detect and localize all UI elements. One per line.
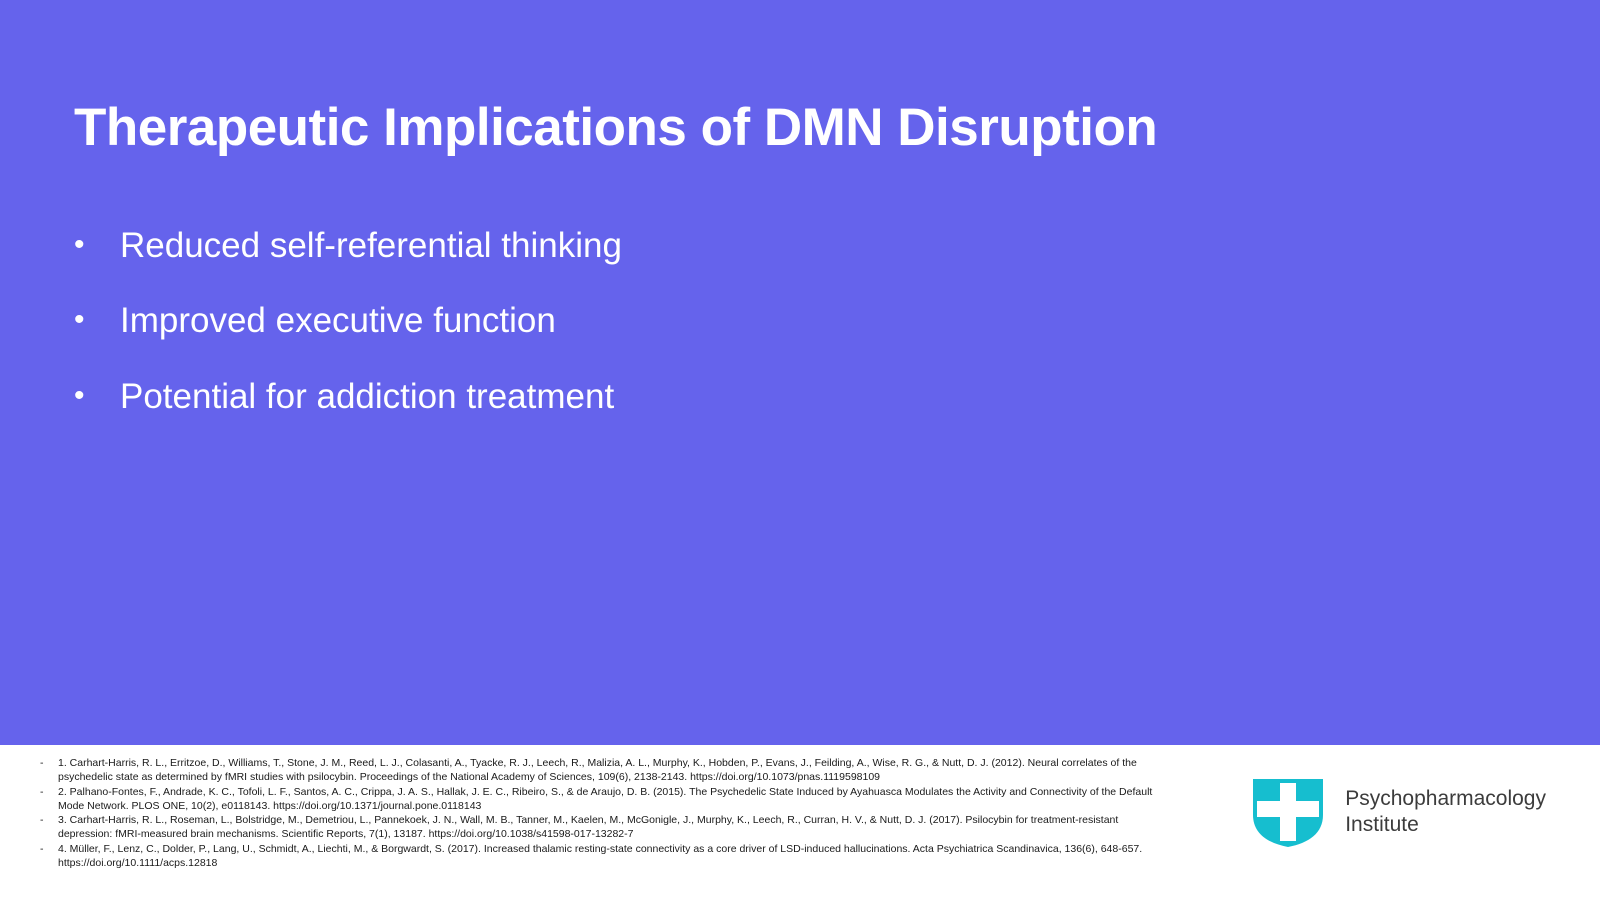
list-item (40, 814, 1160, 842)
page-title: Therapeutic Implications of DMN Disruption (74, 97, 1158, 157)
list-item-label: Improved executive function (120, 301, 556, 341)
brand-name-line1: Psychopharmacology (1345, 786, 1546, 810)
list-item-label: Reduced self-referential thinking (120, 226, 622, 265)
list-item (40, 786, 1160, 814)
list-item (40, 757, 1160, 785)
shield-cross-logo-icon (1249, 775, 1327, 849)
reference-list (40, 757, 1160, 872)
bullet-marker-icon: • (74, 228, 85, 261)
brand-name-line2: Institute (1345, 813, 1419, 836)
bullet-marker-icon: • (74, 378, 85, 412)
brand-name (1345, 786, 1546, 839)
list-item (74, 297, 1374, 344)
dash-marker-icon: - (40, 785, 44, 798)
bullet-marker-icon: • (74, 303, 85, 337)
list-item (74, 222, 1374, 269)
list-item-label: Potential for addiction treatment (120, 376, 615, 416)
dash-marker-icon: - (40, 843, 44, 856)
dash-marker-icon: - (40, 757, 44, 769)
reference-text: 1. Carhart-Harris, R. L., Erritzoe, D., Williams, T., Stone, J. M., Reed, L. J., Colasanti, A., Tyacke, R. J., Leech, R., Malizia, A. L., Murphy, K., Hobden, P., Evans, J., Feilding, A., Wise, R. G., & Nutt, D. J. (2012). Neural correlates of the psychedelic state as determined by fMRI studies with psilocybin. Proceedings of the National Academy of Sciences, 109(6), 2138-2143. https://doi.org/10.1073/pnas.1119598109 (58, 757, 1137, 783)
brand-lockup (1249, 775, 1546, 849)
reference-text: 2. Palhano-Fontes, F., Andrade, K. C., Tofoli, L. F., Santos, A. C., Crippa, J. A. S., Hallak, J. E. C., Ribeiro, S., & de Araujo, D. B. (2015). The Psychedelic State Induced by Ayahuasca Modulates the Activity and Connectivity of the Default Mode Network. PLOS ONE, 10(2), e0118143. https://doi.org/10.1371/journal.pone.0118143 (58, 785, 1153, 812)
reference-text: 3. Carhart-Harris, R. L., Roseman, L., Bolstridge, M., Demetriou, L., Pannekoek, J. N., Wall, M. B., Tanner, M., Kaelen, M., McGonigle, J., Murphy, K., Leech, R., Curran, H. V., & Nutt, D. J. (2017). Psilocybin for treatment-resistant depression: fMRI-measured brain mechanisms. Scientific Reports, 7(1), 13187. https://doi.org/10.1038/s41598-017-13282-7 (58, 814, 1119, 841)
dash-marker-icon: - (40, 814, 44, 827)
list-item (40, 843, 1160, 871)
slide-footer (0, 745, 1600, 899)
list-item (74, 373, 1374, 420)
bullet-list (74, 222, 1374, 448)
reference-text: 4. Müller, F., Lenz, C., Dolder, P., Lang, U., Schmidt, A., Liechti, M., & Borgwardt, S. (2017). Increased thalamic resting-state connectivity as a core driver of LSD-induced hallucinations. Acta Psychiatrica Scandinavica, 136(6), 648-657. https://doi.org/10.1111/acps.12818 (58, 843, 1143, 870)
